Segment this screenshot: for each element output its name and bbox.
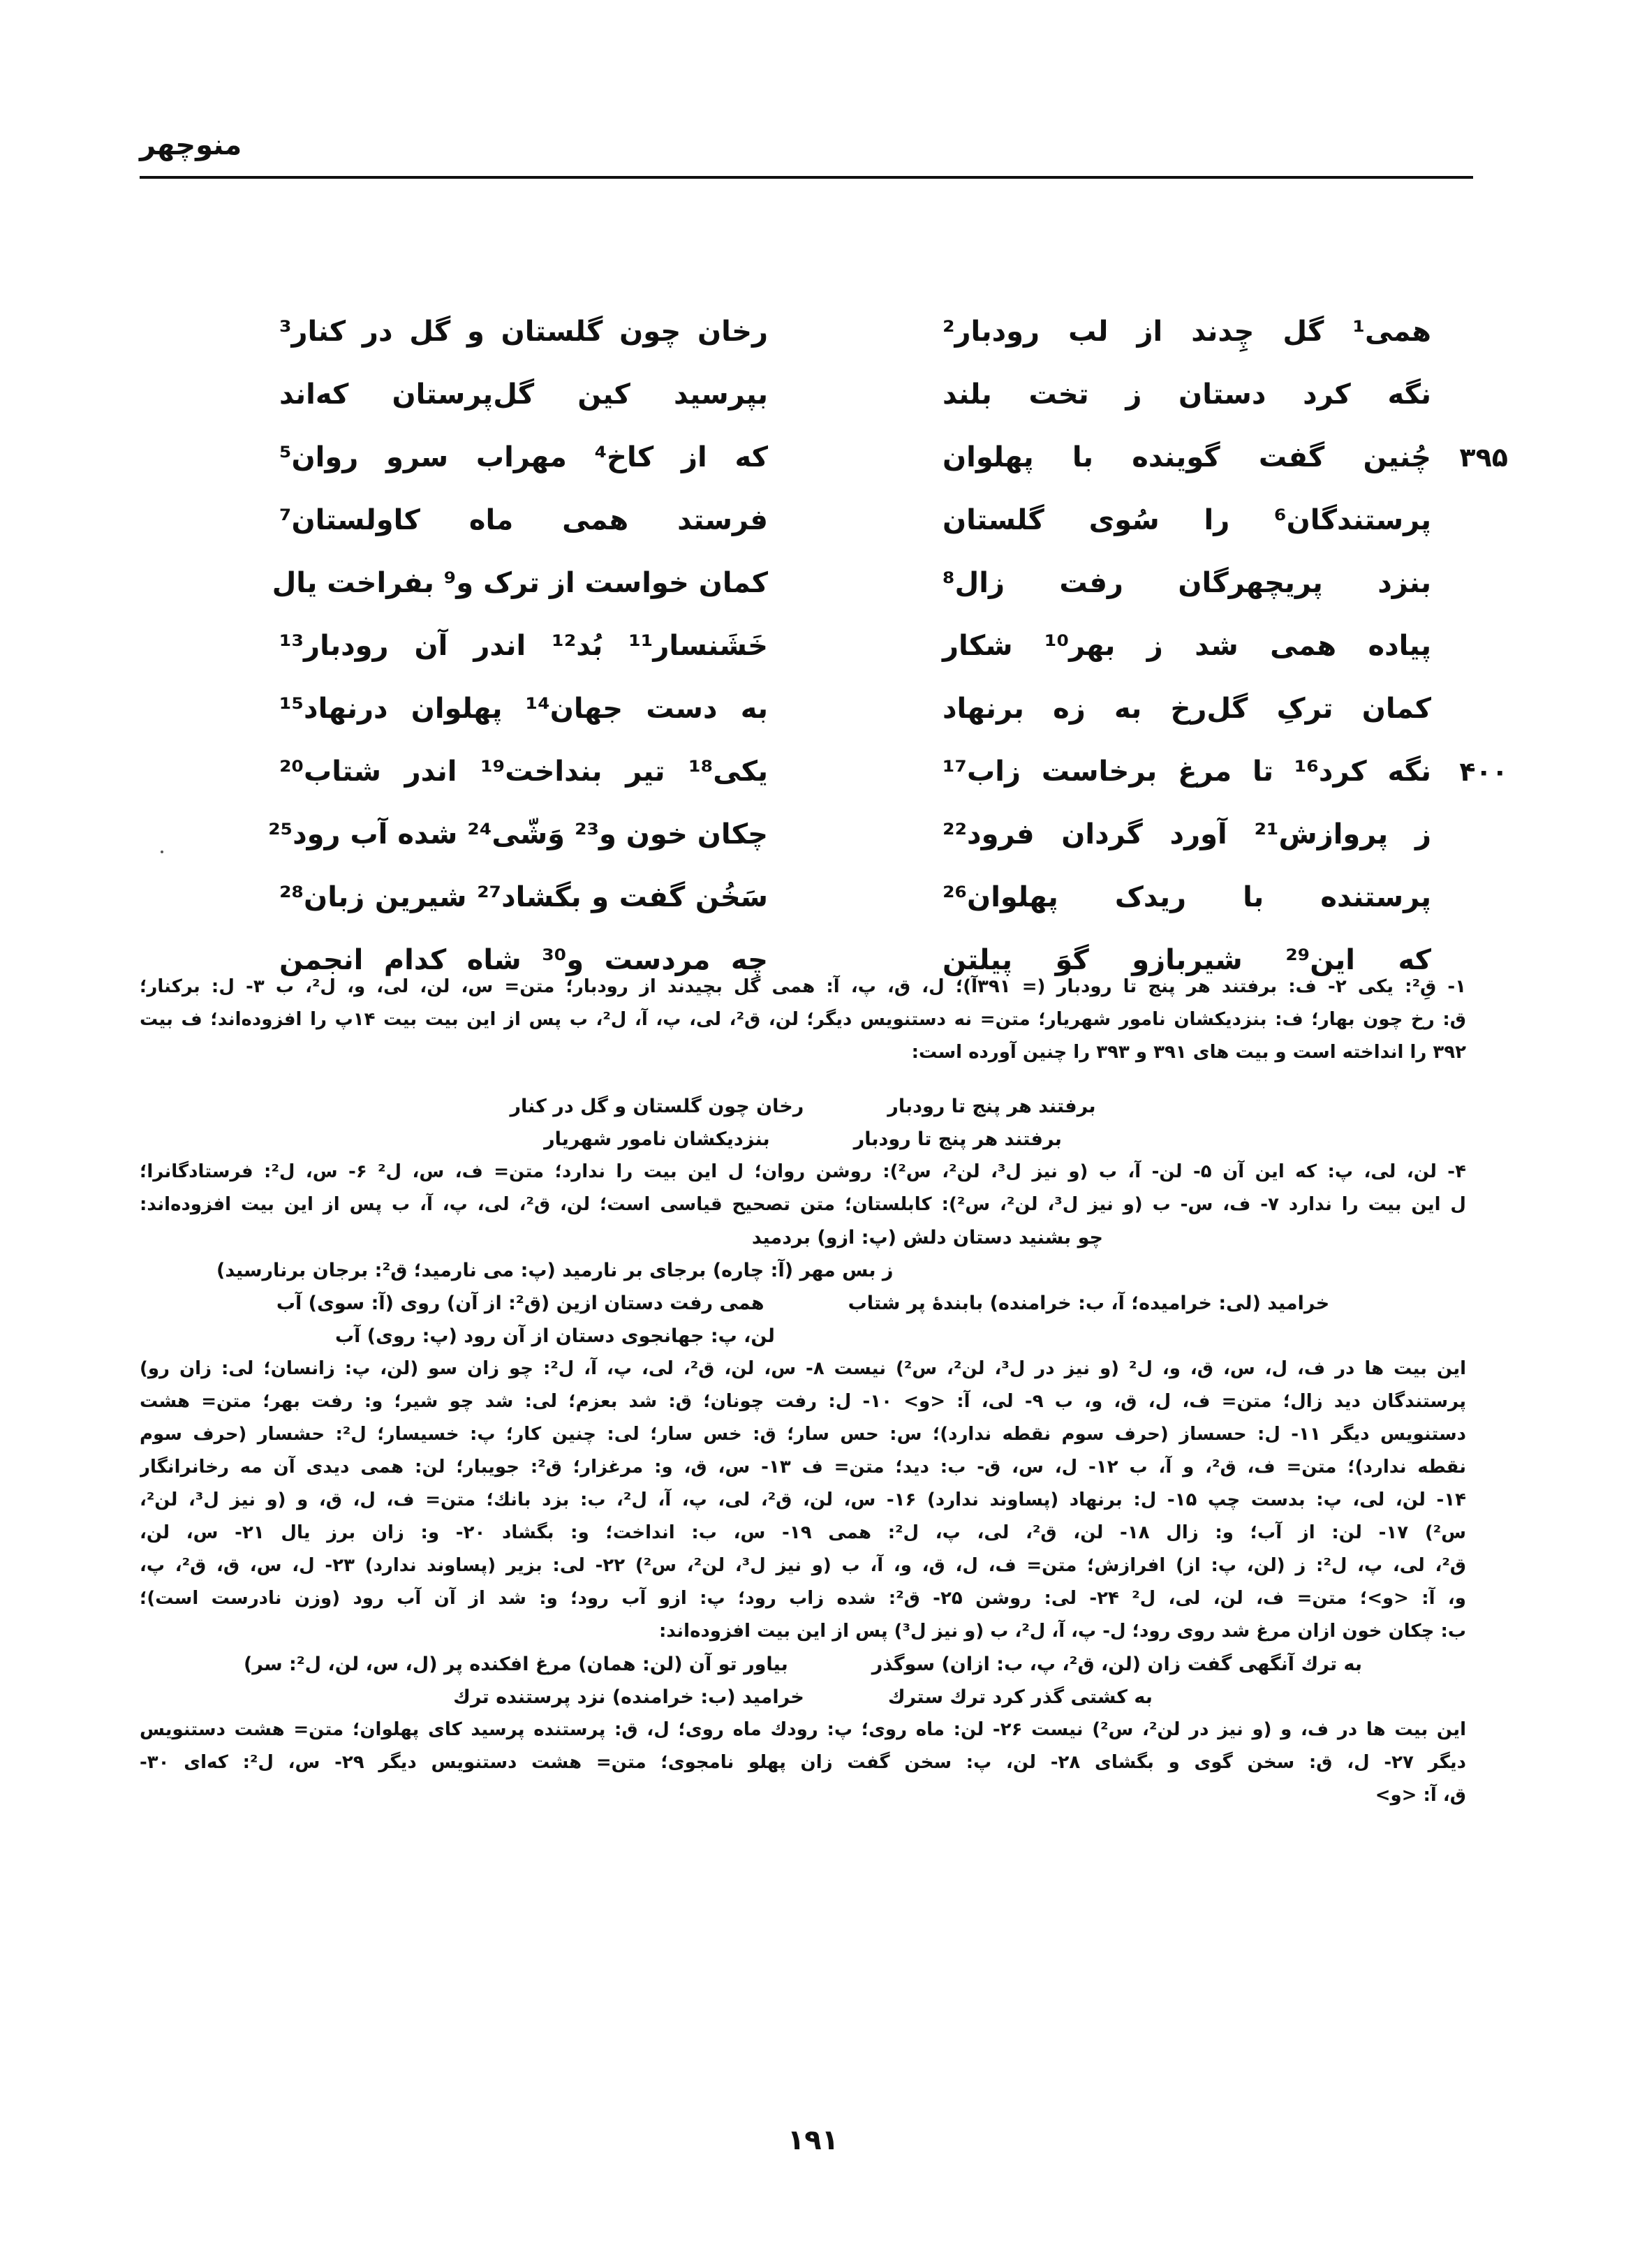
quoted-verse <box>140 1648 1466 1681</box>
quoted-verse <box>140 1254 1466 1287</box>
verse-line <box>230 363 1431 426</box>
footnote-line: ۴- لن، لی، پ: که این آن ۵- لن- آ، ب (و نیز ل³، لن²، س²): روشن روان؛ ل این بیت را ندارد؛ متن= ف، س، ل² ۶- س، ل²: فرستادگانرا؛ <box>140 1161 1466 1182</box>
quoted-verse <box>140 1090 1466 1123</box>
hemistich-first: که این²⁹ شیربازو گوَ پیلتن <box>943 944 1431 976</box>
quoted-hemistich: همی رفت دستان ازین (ق²: از آن) روی (آ: سوی) آب <box>276 1293 764 1314</box>
quoted-hemistich: چو بشنید دستان دلش (پ: ازو) بردمید <box>751 1227 1103 1249</box>
footnote-line: این بیت ها در ف، و (و نیز در لن²، س²) نیست ۲۶- لن: ماه روی؛ پ: رودك ماه روی؛ ل، ق: پرستنده پرسید کای پهلوان؛ متن= هشت دستنویس <box>140 1719 1466 1740</box>
verse-line <box>230 866 1431 929</box>
quoted-hemistich: ز بس مهر (آ: چاره) برجای بر نارمید (پ: می نارمید؛ ق²: برجان برنارسید) <box>216 1260 894 1281</box>
hemistich-second: خَشَنسار¹¹ بُد¹² اندر آن رودبار¹³ <box>279 630 768 662</box>
quoted-hemistich: خرامید (ب: خرامنده) نزد پرستنده ترك <box>453 1686 804 1708</box>
hemistich-second: سَخُن گفت و بگشاد²⁷ شیرین زبان²⁸ <box>279 881 768 913</box>
header-rule <box>140 176 1473 179</box>
footnote-line: ق: رخ چون بهار؛ ف: بنزدیکشان نامور شهریار؛ متن= نه دستنویس دیگر؛ لن، ق²، لی، پ، آ، ل²، ب پس از این بیت بیت ۱۴پ را افزوده‌اند؛ ف بیت <box>140 1009 1466 1030</box>
verse-number: ۳۹۵ <box>1459 442 1508 473</box>
quoted-hemistich: خرامید (لی: خرامیده؛ آ، ب: خرامنده) بابندهٔ پر شتاب <box>848 1293 1330 1314</box>
hemistich-second: یکی¹⁸ تیر بنداخت¹⁹ اندر شتاب²⁰ <box>279 756 768 788</box>
footnote-line: نقطه ندارد)؛ متن= ف، ق²، و آ، ب ۱۲- ل، س، ق- ب: دید؛ متن= ف ۱۳- س، ق، و: مرغزار؛ ق²: جویبار؛ لن: همی دیدی آن مه رخانرانگار <box>140 1457 1466 1478</box>
footnote-line: دیگر ۲۷- ل، ق: سخن گوی و بگشای ۲۸- لن، پ: سخن گفت زان پهلو نامجوی؛ متن= هشت دستنویس دیگر ۲۹- س، ل²: که‌ای ۳۰- <box>140 1752 1466 1773</box>
quoted-verse <box>140 1320 1466 1353</box>
hemistich-first: پرستندگان⁶ را سُوی گلستان <box>943 504 1431 536</box>
quoted-verse <box>140 1287 1466 1320</box>
verse-block <box>230 300 1508 992</box>
footnote-line: ق²، لی، پ، ل²: ز (لن، پ: از) افرازش؛ متن= ف، ل، ق، و، آ، ب (و نیز ل³، لن²، س²) ۲۲- لی: بزیر (پساوند ندارد) ۲۳- ل، س، ق، ق²، پ، <box>140 1555 1466 1576</box>
footnote-line: ب: چکان خون ازان مرغ شد روی رود؛ ل- پ، آ، ل²، ب (و نیز ل³) پس از این بیت افزوده‌اند: <box>659 1621 1466 1642</box>
verse-line <box>230 552 1431 614</box>
quoted-hemistich: به کشتی گذر کرد ترك سترك <box>887 1686 1153 1708</box>
hemistich-first: کمان ترکِ گل‌رخ به زه برنهاد <box>943 693 1431 725</box>
verse-line <box>230 489 1431 552</box>
verse-line <box>230 300 1431 363</box>
stray-mark <box>161 850 163 853</box>
quoted-hemistich: بیاور تو آن (لن: همان) مرغ افکنده پر (ل، س، لن، ل²: سر) <box>243 1654 788 1675</box>
footnote-line: پرستندگان دید زال؛ متن= ف، ل، ق، و، ب ۹- لی، آ: <و> ۱۰- ل: رفت چونان؛ ق: شد بعزم؛ لی: شد چو شیر؛ و: رفت بهر؛ متن= هشت <box>140 1391 1466 1412</box>
hemistich-second: به دست جهان¹⁴ پهلوان درنهاد¹⁵ <box>279 693 769 725</box>
hemistich-first: همی¹ گل چِدند از لب رودبار² <box>943 316 1431 348</box>
verse-number: ۴۰۰ <box>1459 756 1508 787</box>
footnote-line: ۱- قِ²: یکی ۲- ف: برفتند هر پنج تا رودبار (= ۳۹۱آ)؛ ل، ق، پ، آ: همی گل بچیدند از رودبار؛ متن= س، لن، لی، و، ل²، ب ۳- ل: برکنار؛ <box>140 976 1466 997</box>
footnote-line: س²) ۱۷- لن: از آب؛ و: زال ۱۸- لن، ق²، لی، پ، ل²: همی ۱۹- س، ب: انداخت؛ و: بگشاد ۲۰- و: زان برز یال ۲۱- س، لن، <box>140 1522 1466 1543</box>
quoted-verse <box>140 1221 1466 1254</box>
hemistich-second: کمان خواست از ترک و⁹ بفراخت یال <box>272 567 768 599</box>
quoted-hemistich: رخان چون گلستان و گل در کنار <box>510 1096 804 1117</box>
footnote-line: ل این بیت را ندارد ۷- ف، س- ب (و نیز ل³، لن²، س²): کابلستان؛ متن تصحیح قیاسی است؛ لن، ق²، لی، پ، آ، ب پس از این بیت افزوده‌اند: <box>140 1194 1466 1215</box>
hemistich-first: نگه کرد¹⁶ تا مرغ برخاست زاب¹⁷ <box>943 756 1431 788</box>
quoted-hemistich: بنزدیکشان نامور شهریار <box>544 1128 770 1150</box>
footnote-line: این بیت ها در ف، ل، س، ق، و، ل² (و نیز در ل³، لن²، س²) نیست ۸- س، لن، ق²، لی، پ، آ، ل²: چو زان سو (لن، پ: زانسان؛ لی: زان رو) <box>140 1358 1466 1379</box>
page-number: ۱۹۱ <box>787 2124 839 2156</box>
footnote-line: ۱۴- لن، لی، پ: بدست چپ ۱۵- ل: برنهاد (پساوند ندارد) ۱۶- س، لن، ق²، لی، پ، آ، ل²، ب: بزد بانك؛ متن= ف، ل، ق، و (و نیز ل³، لن²، <box>140 1489 1466 1510</box>
footnotes <box>140 971 1466 1812</box>
verse-line <box>230 677 1431 740</box>
verse-line <box>230 740 1508 803</box>
footnote-line: ۳۹۲ را انداخته است و بیت های ۳۹۱ و ۳۹۳ را چنین آورده است: <box>911 1042 1466 1063</box>
quoted-verse <box>140 1681 1466 1714</box>
verse-line <box>230 803 1431 866</box>
verse-line <box>230 614 1431 677</box>
hemistich-first: بنزد پریچهرگان رفت زال⁸ <box>943 567 1431 599</box>
hemistich-second: فرستد همی ماه کاولستان⁷ <box>279 504 768 536</box>
footnote-line: و، آ: <و>؛ متن= ف، لن، لی، ل² ۲۴- لی: روشن ۲۵- ق²: شده زاب رود؛ پ: ازو آب رود؛ و: شد از آن آب رود (وزن نادرست است)؛ <box>140 1588 1466 1609</box>
hemistich-first: ز پروازش²¹ آورد گردان فرود²² <box>943 818 1431 850</box>
verse-line <box>230 426 1508 489</box>
hemistich-second: که از کاخ⁴ مهراب سرو روان⁵ <box>279 441 769 473</box>
hemistich-first: پیاده همی شد ز بهر¹⁰ شکار <box>943 630 1431 662</box>
hemistich-first: پرستنده با ریدک پهلوان²⁶ <box>943 881 1431 913</box>
hemistich-first: چُنین گفت گوینده با پهلوان <box>943 441 1431 473</box>
quoted-hemistich: برفتند هر پنج تا رودبار <box>887 1096 1096 1117</box>
quoted-verse <box>140 1123 1466 1156</box>
hemistich-second: بپرسید کین گل‌پرستان که‌اند <box>279 378 768 411</box>
quoted-hemistich: لن، پ: جهانجوی دستان از آن رود (پ: روی) آب <box>335 1325 775 1347</box>
quoted-hemistich: به ترك آنگهی گفت زان (لن، ق²، پ، ب: ازان) سوگذر <box>871 1654 1363 1675</box>
hemistich-first: نگه کرد دستان ز تخت بلند <box>943 378 1431 411</box>
footnote-line: دستنویس دیگر ۱۱- ل: حسساز (حرف سوم نقطه ندارد)؛ س: حس سار؛ ق: خس سار؛ لی: چنین کار؛ پ: خسیسار؛ ل²: حشسار (حرف سوم <box>140 1424 1466 1445</box>
hemistich-second: رخان چون گلستان و گل در کنار³ <box>279 316 768 348</box>
footnote-line: ق، آ: <و> <box>1375 1785 1466 1806</box>
chapter-title: منوچهر <box>140 129 242 161</box>
hemistich-second: چکان خون و²³ وَشّی²⁴ شده آب رود²⁵ <box>268 818 768 850</box>
hemistich-second: چه مردست و³⁰ شاه کدام انجمن <box>279 944 769 976</box>
quoted-hemistich: برفتند هر پنج تا رودبار <box>853 1128 1062 1150</box>
